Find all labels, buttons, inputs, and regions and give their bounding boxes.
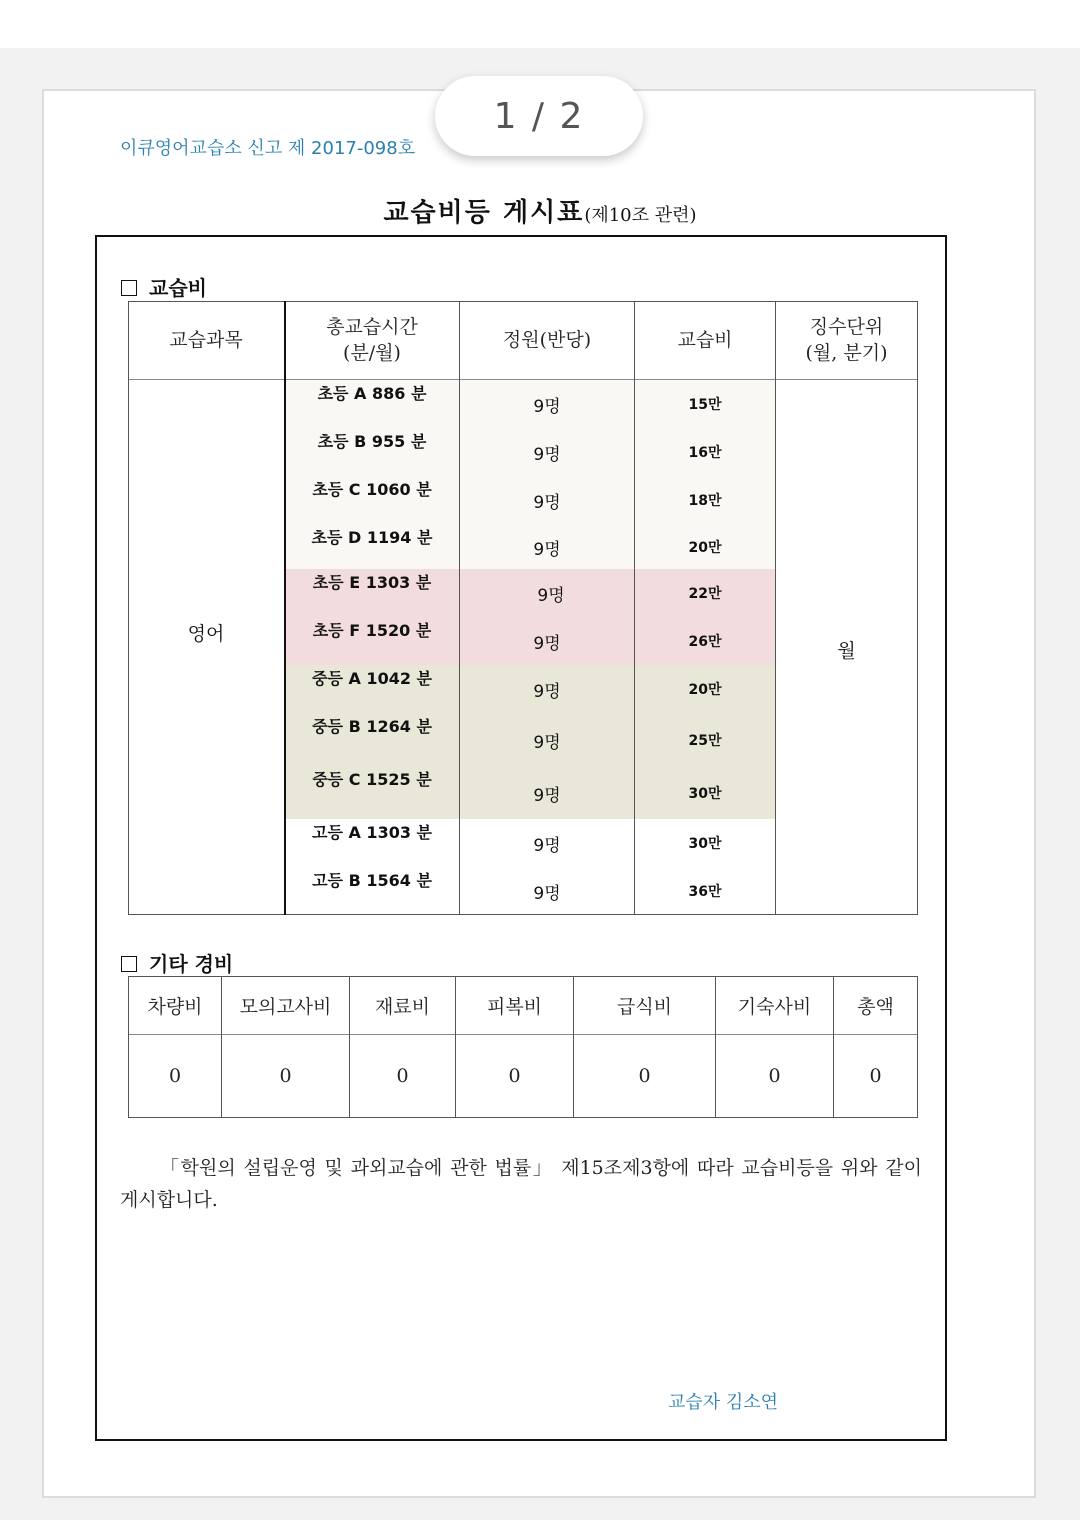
row-capacity: 9명 xyxy=(533,540,561,560)
row-fee: 30만 xyxy=(688,786,722,802)
row-hours: 고등 B 1564 분 xyxy=(312,871,432,890)
license-number: 이큐영어교습소 신고 제 2017-098호 xyxy=(120,138,416,159)
row-capacity: 9명 xyxy=(533,493,561,513)
checkbox-square-icon xyxy=(121,280,137,296)
value-materials: 0 xyxy=(396,1065,409,1087)
value-mock-exam: 0 xyxy=(279,1065,292,1087)
header-unit-line2: (월, 분기) xyxy=(805,342,888,364)
header-dormitory: 기숙사비 xyxy=(737,996,812,1018)
signer-name: 교습자 김소연 xyxy=(668,1392,779,1413)
row-fee: 25만 xyxy=(688,733,722,749)
section-other xyxy=(121,948,233,977)
value-total: 0 xyxy=(869,1065,882,1087)
section-tuition xyxy=(121,272,207,301)
header-hours-line2: (분/월) xyxy=(343,342,401,364)
header-materials: 재료비 xyxy=(374,996,431,1018)
row-fee: 36만 xyxy=(688,884,722,900)
row-fee: 26만 xyxy=(688,634,722,650)
tuition-table xyxy=(128,301,918,915)
header-unit-line1: 징수단위 xyxy=(809,316,884,338)
checkbox-square-icon xyxy=(121,956,137,972)
header-capacity: 정원(반당) xyxy=(502,329,592,351)
row-hours: 초등 D 1194 분 xyxy=(311,528,433,547)
header-unit xyxy=(776,301,917,379)
row-hours: 초등 E 1303 분 xyxy=(312,573,432,592)
header-hours-line1: 총교습시간 xyxy=(326,316,418,338)
title-main: 교습비등 게시표 xyxy=(383,198,585,228)
row-capacity: 9명 xyxy=(533,445,561,465)
section-other-label: 기타 경비 xyxy=(149,952,234,976)
row-capacity: 9명 xyxy=(533,733,561,753)
header-hours xyxy=(285,301,459,379)
value-vehicle: 0 xyxy=(168,1065,182,1087)
row-hours: 중등 B 1264 분 xyxy=(312,717,432,736)
row-hours: 초등 A 886 분 xyxy=(317,384,427,403)
row-fee: 15만 xyxy=(688,397,722,413)
header-total: 총액 xyxy=(857,996,894,1018)
document-title xyxy=(0,192,1080,229)
row-fee: 16만 xyxy=(688,445,722,461)
legal-notice: 「학원의 설립운영 및 과외교습에 관한 법률」 제15조제3항에 따라 교습비등을 위와 같이 게시합니다. xyxy=(120,1157,922,1211)
header-subject: 교습과목 xyxy=(169,329,243,351)
row-hours: 초등 F 1520 분 xyxy=(312,621,432,640)
header-uniform: 피복비 xyxy=(486,996,543,1018)
value-dormitory: 0 xyxy=(768,1065,781,1087)
header-fee: 교습비 xyxy=(677,329,733,351)
row-capacity: 9명 xyxy=(533,786,561,806)
row-hours: 중등 C 1525 분 xyxy=(312,770,432,789)
page-indicator[interactable]: 1 / 2 xyxy=(435,76,643,156)
row-capacity: 9명 xyxy=(533,884,561,904)
unit-cell: 월 xyxy=(837,640,856,662)
header-meals: 급식비 xyxy=(616,996,673,1018)
value-uniform: 0 xyxy=(508,1065,521,1087)
row-hours: 초등 B 955 분 xyxy=(317,432,427,451)
row-fee: 30만 xyxy=(688,836,722,852)
header-mock-exam: 모의고사비 xyxy=(239,996,332,1018)
row-capacity: 9명 xyxy=(533,397,561,417)
row-fee: 22만 xyxy=(688,586,722,602)
section-tuition-label: 교습비 xyxy=(149,276,207,300)
title-sub: (제10조 관련) xyxy=(584,205,697,226)
subject-cell: 영어 xyxy=(187,623,225,645)
top-bar xyxy=(0,0,1080,48)
value-meals: 0 xyxy=(638,1065,651,1087)
row-hours: 초등 C 1060 분 xyxy=(312,480,432,499)
row-capacity: 9명 xyxy=(533,634,561,654)
row-capacity: 9명 xyxy=(533,682,561,702)
header-vehicle: 차량비 xyxy=(147,996,203,1018)
row-fee: 20만 xyxy=(688,682,722,698)
row-fee: 20만 xyxy=(688,540,722,556)
row-fee: 18만 xyxy=(688,493,722,509)
other-expenses-table xyxy=(128,976,918,1118)
row-hours: 중등 A 1042 분 xyxy=(312,669,432,688)
row-hours: 고등 A 1303 분 xyxy=(312,823,432,842)
row-capacity: 9명 xyxy=(537,586,565,606)
row-capacity: 9명 xyxy=(533,836,561,856)
